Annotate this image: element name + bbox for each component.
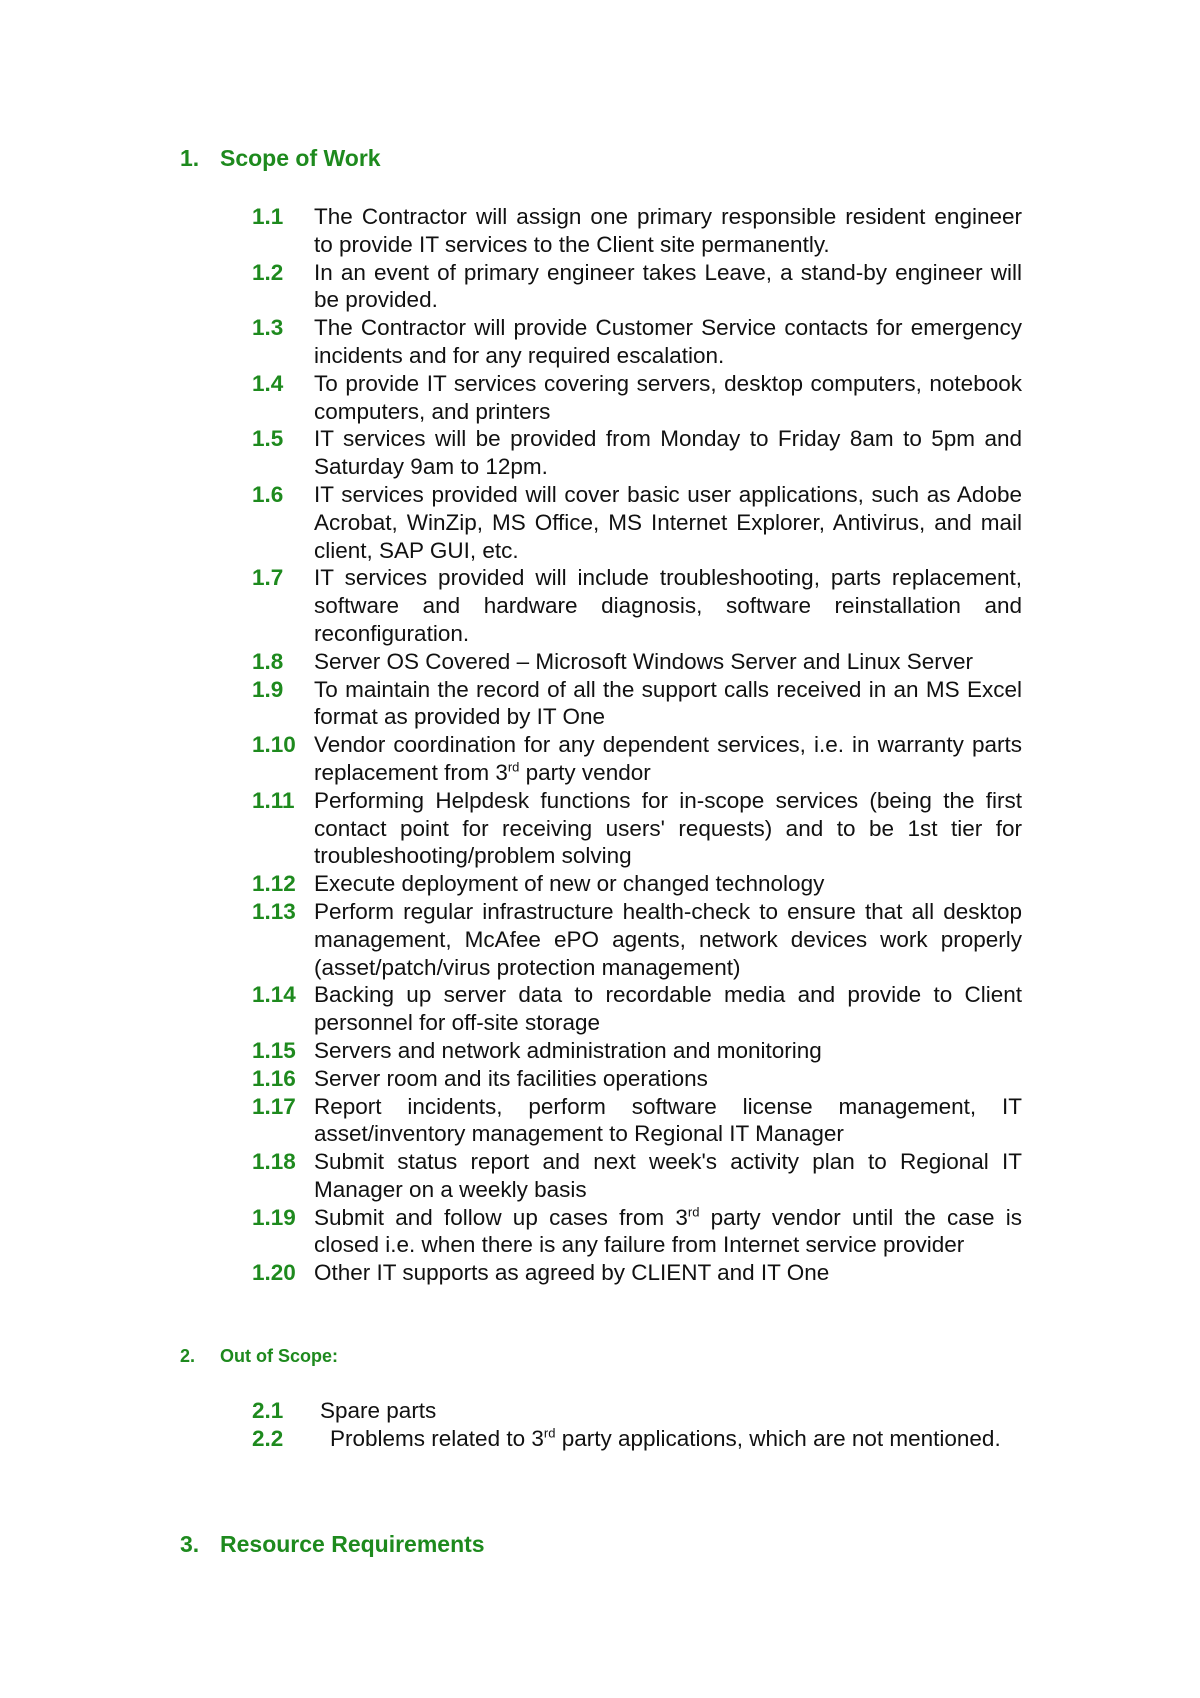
item-text: Server room and its facilities operations <box>314 1065 708 1091</box>
item-text: IT services will be provided from Monday to Friday 8am to 5pm and Saturday 9am to 12pm. <box>314 426 1022 480</box>
item-text: Report incidents, perform software license management, IT asset/inventory management to Regional IT Manager <box>314 1093 1022 1147</box>
item-text: Submit status report and next week's activity plan to Regional IT Manager on a weekly basis <box>314 1149 1022 1202</box>
item-text: In an event of primary engineer takes Leave, a stand-by engineer will be provided. <box>314 259 1022 313</box>
item-number: 2.2 <box>252 1425 284 1451</box>
list-item <box>252 481 1022 564</box>
item-number: 1.1 <box>252 204 284 229</box>
list-item <box>252 564 1022 647</box>
item-text: The Contractor will assign one primary responsible resident engineer to provide IT services to the Client site permanently. <box>314 204 1022 257</box>
item-text: Server OS Covered – Microsoft Windows Server and Linux Server <box>314 648 974 674</box>
list-item <box>252 676 1022 732</box>
list-item <box>252 981 1022 1037</box>
section-3-heading <box>180 1531 485 1558</box>
item-text: Perform regular infrastructure health-check to ensure that all desktop management, McAfee ePO agents, network devices work properly (asset/patch/virus protection management) <box>314 898 1022 980</box>
item-number: 1.13 <box>252 898 296 924</box>
item-number: 1.15 <box>252 1037 296 1063</box>
list-item <box>252 731 1022 787</box>
item-number: 1.18 <box>252 1149 296 1175</box>
list-item <box>252 898 1022 981</box>
list-item <box>252 203 1022 259</box>
list-item <box>252 1397 1022 1425</box>
list-item <box>252 425 1022 481</box>
item-text: To maintain the record of all the support calls received in an MS Excel format as provided by IT One <box>314 676 1022 730</box>
item-text: Other IT supports as agreed by CLIENT and IT One <box>314 1260 830 1286</box>
list-item <box>252 1425 1022 1453</box>
item-number: 1.16 <box>252 1065 296 1091</box>
section-number: 3. <box>180 1531 200 1557</box>
section-title: Out of Scope: <box>220 1346 338 1366</box>
item-number: 1.11 <box>252 787 295 813</box>
list-item <box>252 1259 1022 1287</box>
item-text: Submit and follow up cases from 3rd party vendor until the case is closed i.e. when there is any failure from Internet service provider <box>314 1204 1023 1258</box>
item-text: Backing up server data to recordable media and provide to Client personnel for off-site storage <box>314 982 1022 1036</box>
list-item <box>252 1037 1022 1065</box>
list-item <box>252 870 1022 898</box>
item-text: Vendor coordination for any dependent services, i.e. in warranty parts replacement from 3rd party vendor <box>314 732 1022 785</box>
item-number: 1.14 <box>252 982 296 1008</box>
item-number: 1.10 <box>252 732 296 758</box>
item-text: IT services provided will include troubleshooting, parts replacement, software and hardware diagnosis, software reinstallation and reconfiguration. <box>314 565 1022 646</box>
item-text: To provide IT services covering servers, desktop computers, notebook computers, and printers <box>314 370 1022 424</box>
item-number: 1.7 <box>252 565 284 591</box>
item-text: IT services provided will cover basic user applications, such as Adobe Acrobat, WinZip, MS Office, MS Internet Explorer, Antivirus, and mail client, SAP GUI, etc. <box>314 481 1022 563</box>
list-item <box>252 648 1022 676</box>
list-item <box>252 1093 1022 1149</box>
list-item <box>252 1065 1022 1093</box>
list-item <box>252 259 1022 315</box>
list-item <box>252 787 1022 870</box>
list-item <box>252 314 1022 370</box>
item-text: Servers and network administration and monitoring <box>314 1037 822 1063</box>
item-number: 2.1 <box>252 1398 284 1423</box>
section-number: 1. <box>180 145 200 171</box>
item-number: 1.12 <box>252 871 296 897</box>
item-number: 1.4 <box>252 370 284 396</box>
item-text: Spare parts <box>320 1398 437 1423</box>
list-item <box>252 1204 1022 1260</box>
item-text: The Contractor will provide Customer Service contacts for emergency incidents and for any required escalation. <box>314 315 1022 368</box>
item-number: 1.8 <box>252 648 284 674</box>
item-number: 1.17 <box>252 1093 296 1119</box>
list-item <box>252 1148 1022 1204</box>
item-text: Problems related to 3rd party applications, which are not mentioned. <box>330 1425 1001 1451</box>
section-1-heading <box>180 145 381 172</box>
item-number: 1.5 <box>252 426 284 452</box>
out-of-scope-list <box>252 1397 1022 1453</box>
item-number: 1.19 <box>252 1204 296 1230</box>
item-number: 1.2 <box>252 259 284 285</box>
item-number: 1.9 <box>252 676 284 702</box>
list-item <box>252 370 1022 426</box>
item-number: 1.6 <box>252 481 284 507</box>
section-title: Resource Requirements <box>220 1531 485 1557</box>
item-number: 1.20 <box>252 1260 296 1286</box>
item-number: 1.3 <box>252 315 284 341</box>
section-2-heading <box>180 1346 338 1367</box>
item-text: Performing Helpdesk functions for in-scope services (being the first contact point for receiving users' requests) and to be 1st tier for troubleshooting/problem solving <box>314 787 1022 869</box>
section-title: Scope of Work <box>220 145 381 171</box>
item-text: Execute deployment of new or changed technology <box>314 871 825 897</box>
scope-of-work-list <box>252 203 1022 1287</box>
section-number: 2. <box>180 1346 196 1366</box>
